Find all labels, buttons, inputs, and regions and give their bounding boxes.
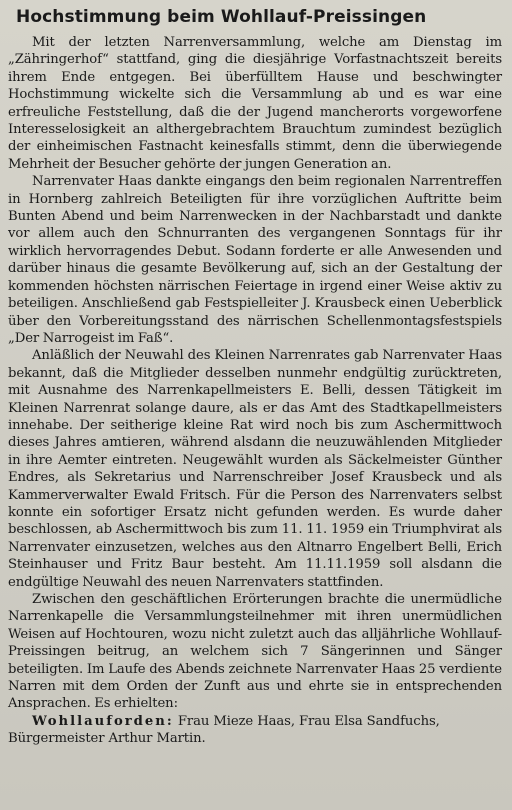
- article-headline: Hochstimmung beim Wohllauf-Preissingen: [16, 7, 427, 27]
- article-paragraph: Narrenvater Haas dankte eingangs den beim regionalen Narrentreffen in Hornberg zahlreich Beteiligten für ihre vorzüglichen Auftritte beim Bunten Abend und beim Narrenwecken in der Nachbarstadt und dankte vor allem auch den Schnurranten des vergangenen Sonntags für ihr wirklich hervorragendes Debut. Sodann forderte er alle Anwesenden und darüber hinaus die gesamte Bevölkerung auf, sich an der Gestaltung der kommenden höchsten närrischen Feiertage in irgend einer Weise aktiv zu beteiligen. Anschließend gab Festspielleiter J. Krausbeck einen Ueberblick über den Vorbereitungsstand des närrischen Schellenmontagsfestspiels „Der Narrogeist im Faß“.: [8, 174, 502, 346]
- article-paragraph: Anläßlich der Neuwahl des Kleinen Narrenrates gab Narrenvater Haas bekannt, daß die Mitglieder desselben nunmehr endgültig zurücktreten, mit Ausnahme des Narrenkapellmeisters E. Belli, dessen Tätigkeit im Kleinen Narrenrat solange daure, als er das Amt des Stadtkapellmeisters innehabe. Der seitherige kleine Rat wird noch bis zum Aschermittwoch dieses Jahres amtieren, während alsdann die neuzuwählenden Mitglieder in ihre Aemter eintreten. Neugewählt wurden als Säckelmeister Günther Endres, als Sekretarius und Narrenschreiber Josef Krausbeck und als Kammerverwalter Ewald Fritsch. Für die Person des Narrenvaters selbst konnte ein sofortiger Ersatz nicht gefunden werden. Es wurde daher beschlossen, ab Aschermittwoch bis zum 11. 11. 1959 ein Triumphvirat als Narrenvater einzusetzen, welches aus den Altnarro Engelbert Belli, Erich Steinhauser und Fritz Baur besteht. Am 11.11.1959 soll alsdann die endgültige Neuwahl des neuen Narrenvaters stattfinden.: [8, 348, 502, 590]
- article-paragraph: Mit der letzten Narrenversammlung, welche am Dienstag im „Zähringerhof“ stattfand, ging die diesjährige Vorfastnachtszeit bereits ihrem Ende entgegen. Bei überfülltem Hause und beschwingter Hochstimmung wickelte sich die Versammlung ab und es war eine erfreuliche Feststellung, daß die der Jugend mancherorts vorgeworfene Interesselosigkeit an althergebrachtem Brauchtum zumindest bezüglich der einheimischen Fastnacht keinesfalls stimmt, denn die überwiegende Mehrheit der Besucher gehörte der jungen Generation an.: [8, 35, 502, 172]
- award-list: [8, 713, 502, 748]
- award-line-2: [8, 730, 502, 747]
- article-body: [8, 34, 502, 748]
- award-line-1: [8, 713, 502, 730]
- article-paragraph: Zwischen den geschäftlichen Erörterungen brachte die unermüdliche Narrenkapelle die Versammlungsteilnehmer mit ihren unermüdlichen Weisen auf Hochtouren, wozu nicht zuletzt auch das alljährliche Wohllauf-Preissingen beitrug, an welchem sich 7 Sängerinnen und Sänger beteiligten. Im Laufe des Abends zeichnete Narrenvater Haas 25 verdiente Narren mit dem Orden der Zunft aus und ehrte sie in entsprechenden Ansprachen. Es erhielten:: [8, 592, 502, 712]
- award-recipients: Frau Mieze Haas, Frau Elsa Sandfuchs,: [177, 713, 440, 729]
- award-label: Wohllauforden:: [32, 713, 174, 729]
- award-recipients-cont: Bürgermeister Arthur Martin.: [8, 731, 206, 747]
